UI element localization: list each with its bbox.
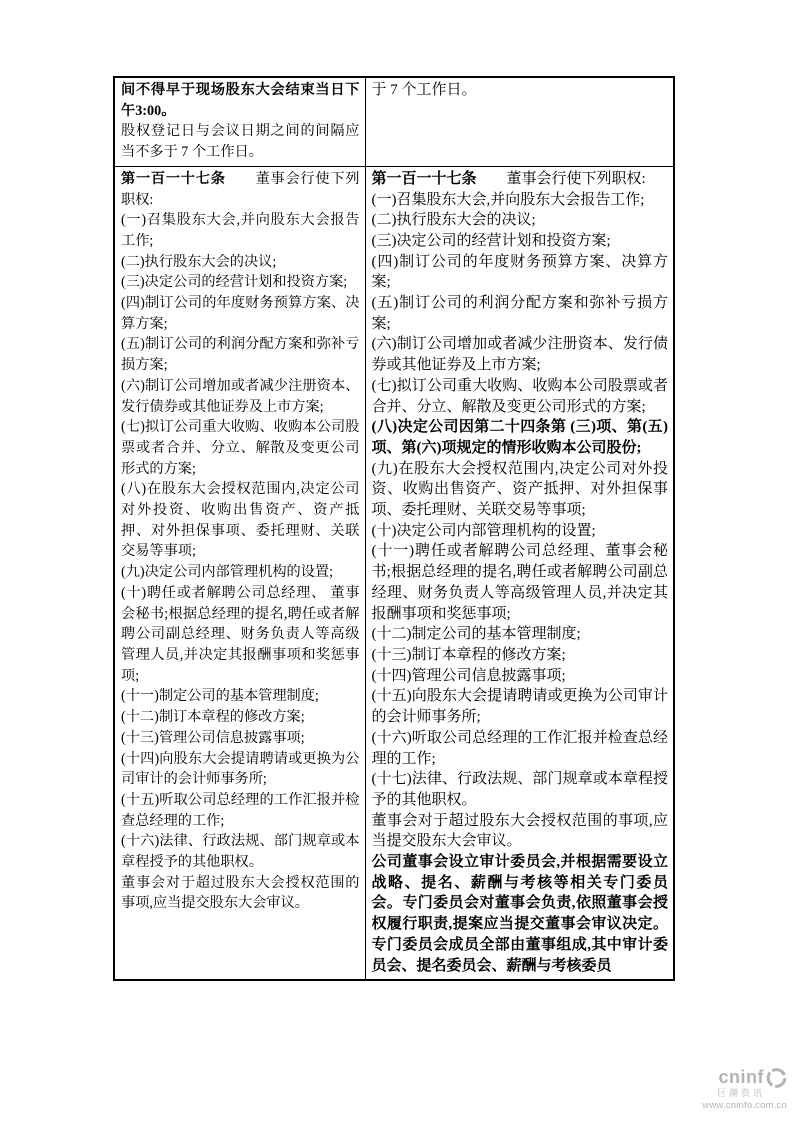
paragraph: (三)决定公司的经营计划和投资方案; [121,274,348,291]
cninfo-brand-text: cninf [718,1067,764,1088]
paragraph: 董事会对于超过股东大会授权范围的事项,应当提交股东大会审议。 [121,874,360,912]
paragraph: (十二)制定公司的基本管理制度; [371,626,581,643]
cninfo-brand-row [702,1068,787,1088]
paragraph: 于 7 个工作日。 [371,82,477,98]
table-row-amendment-intro [114,77,674,166]
paragraph: (十七)法律、行政法规、部门规章或本章程授予的其他职权。 [371,771,668,808]
paragraph: (二)执行股东大会的决议; [121,253,277,270]
paragraph: (五)制订公司的利润分配方案和弥补亏损方案; [121,336,360,374]
paragraph: (五)制订公司的利润分配方案和弥补亏损方案; [371,295,668,332]
paragraph: (七)拟订公司重大收购、收购本公司股票或者合并、分立、解散及变更公司形式的方案; [371,377,668,415]
cninfo-chinese-name: 巨潮资讯 [716,1088,765,1098]
paragraph: (九)决定公司内部管理机构的设置; [121,564,334,581]
paragraph: (九)在股东大会授权范围内,决定公司对外投资、收购出售资产、资产抵押、对外担保事项、委托理财、关联交易等事项; [371,460,668,519]
article-number: 第一百一十七条 [121,170,226,187]
paragraph: (十四)管理公司信息披露事项; [371,667,566,684]
paragraph: (十六)听取公司总经理的工作汇报并检查总经理的工作; [371,729,668,767]
paragraph [372,852,669,976]
cninfo-swirl-icon [766,1068,787,1088]
paragraph-text: 公司董事会设立审计委员会,并根据需要设立战略、提名、薪酬与考核等相关专门委员会。专门委员会对董事会负责,依照董事会授权履行职责,提案应当提交董事会审议决定。专门委员会成员全部由董事组成,其中审计委员会、提名委员会、薪酬与考核委员 [371,854,668,974]
paragraph: (十四)向股东大会提请聘请或更换为公司审计的会计师事务所; [121,750,360,788]
paragraph: (十一)制定公司的基本管理制度; [121,688,319,705]
paragraph: 董事会对于超过股东大会授权范围的事项,应当提交股东大会审议。 [371,812,668,850]
comparison-table [113,76,675,981]
paragraph: (四)制订公司的年度财务预算方案、决算方案; [121,295,360,332]
paragraph: (十六)法律、行政法规、部门规章或本章程授予的其他职权。 [121,833,360,871]
paragraph: (十三)管理公司信息披露事项; [121,729,305,746]
paragraph-text: (八)决定公司因第二十四条第 (三)项、第(五)项、第(六)项规定的情形收购本公司股份; [371,419,668,456]
paragraph: (四)制订公司的年度财务预算方案、决算方案; [371,253,668,291]
paragraph [372,417,669,458]
paragraph-text: 董事会行使下列职权: [476,170,646,187]
paragraph: (十)决定公司内部管理机构的设置; [371,522,596,539]
paragraph: (八)在股东大会授权范围内,决定公司对外投资、收购出售资产、资产抵押、对外担保事项、委托理财、关联交易等事项; [121,481,360,560]
paragraph: (十五)听取公司总经理的工作汇报并检查总经理的工作; [121,791,360,829]
old-version-cell-row1 [114,77,365,166]
paragraph: (二)执行股东大会的决议; [371,212,536,229]
paragraph-text: 董事会行使下列职权: [121,170,360,208]
paragraph: 股权登记日与会议日期之间的间隔应当不多于 7 个工作日。 [121,123,360,161]
cninfo-logo [702,1068,787,1111]
cninfo-url: www.cninfo.com.cn [702,1099,787,1111]
paragraph-text: 间不得早于现场股东大会结束当日下午3:00。 [121,82,360,119]
paragraph: (三)决定公司的经营计划和投资方案; [371,232,611,249]
old-version-cell-article-117 [114,166,365,980]
paragraph: (一)召集股东大会,并向股东大会报告工作; [121,212,360,249]
paragraph [121,169,360,210]
paragraph [121,80,360,121]
new-version-cell-article-117 [365,166,674,980]
new-version-cell-row1 [365,77,674,166]
paragraph: (十三)制订本章程的修改方案; [371,646,566,663]
paragraph: (十)聘任或者解聘公司总经理、 董事会秘书;根据总经理的提名,聘任或者解聘公司副总经理、财务负责人等高级管理人员,并决定其报酬事项和奖惩事项; [121,584,360,684]
paragraph: (七)拟订公司重大收购、收购本公司股票或者合并、分立、解散及变更公司形式的方案; [121,419,360,477]
paragraph: (一)召集股东大会,并向股东大会报告工作; [371,191,645,208]
paragraph: (十五)向股东大会提请聘请或更换为公司审计的会计师事务所; [371,688,668,726]
article-number: 第一百一十七条 [371,170,477,187]
paragraph: (十二)制订本章程的修改方案; [121,709,305,726]
paragraph [372,169,669,190]
table-row-article-117 [114,166,674,980]
paragraph: (六)制订公司增加或者减少注册资本、发行债券或其他证券及上市方案; [371,336,668,374]
paragraph: (六)制订公司增加或者减少注册资本、发行债券或其他证券及上市方案; [121,377,360,415]
paragraph: (十一)聘任或者解聘公司总经理、董事会秘书;根据总经理的提名,聘任或者解聘公司副总经理、财务负责人等高级管理人员,并决定其报酬事项和奖惩事项; [371,543,668,622]
